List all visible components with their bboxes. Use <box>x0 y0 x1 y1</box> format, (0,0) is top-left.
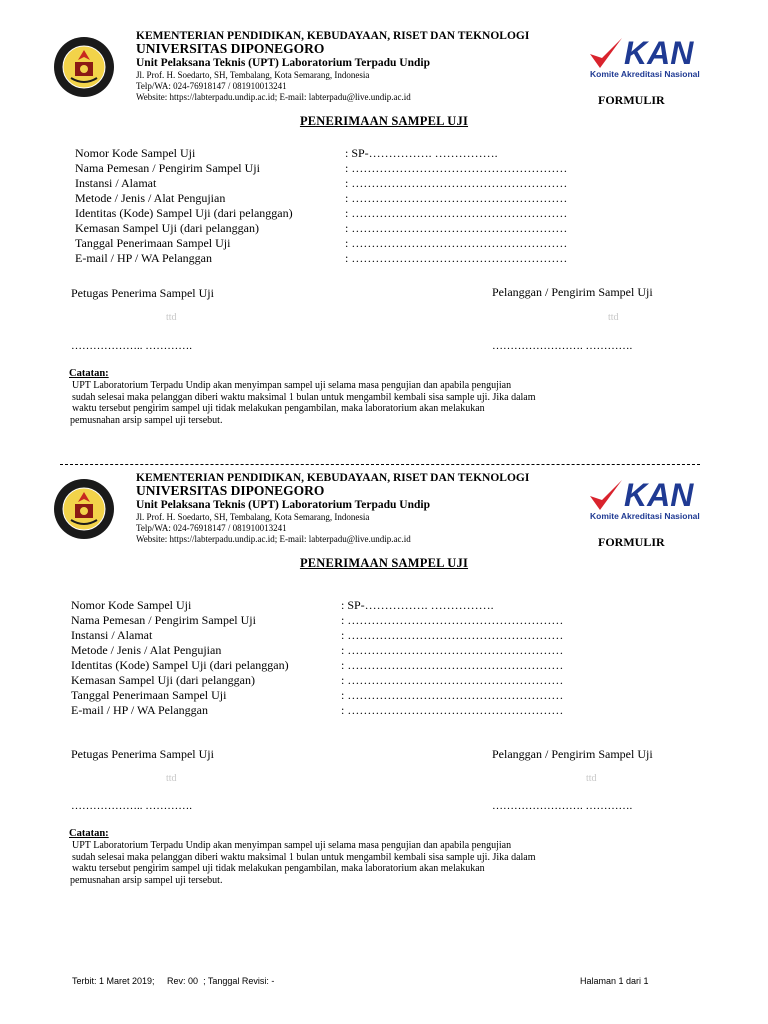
form-title: PENERIMAAN SAMPEL UJI <box>299 556 469 570</box>
field-value[interactable]: : SP-……………. ……………. <box>345 146 498 160</box>
field-label: Kemasan Sampel Uji (dari pelanggan) <box>75 221 259 235</box>
letterhead <box>136 472 529 545</box>
field-value[interactable]: : ……………………………………………… <box>345 221 568 235</box>
field-value[interactable]: : ……………………………………………… <box>341 673 564 687</box>
kan-accreditation-logo <box>588 34 718 80</box>
customer-signature-label: Pelanggan / Pengirim Sampel Uji <box>492 285 653 299</box>
notes-line: sudah selesai maka pelanggan diberi waktu maksimal 1 bulan untuk mengambil kembali sisa sample uji. Jika dalam <box>72 851 536 863</box>
university-name: UNIVERSITAS DIPONEGORO <box>136 41 325 56</box>
staff-signature-label: Petugas Penerima Sampel Uji <box>71 747 214 761</box>
formulir-label: FORMULIR <box>598 535 665 549</box>
notes-title: Catatan: <box>69 368 109 379</box>
letterhead <box>136 30 529 103</box>
notes-line: waktu tersebut pengirim sampel uji tidak melakukan pengambilan, maka laboratorium akan melakukan <box>72 403 485 414</box>
field-label: Nama Pemesan / Pengirim Sampel Uji <box>75 161 260 175</box>
field-label: Instansi / Alamat <box>75 176 157 190</box>
field-value[interactable]: : ……………………………………………… <box>341 643 564 657</box>
field-label: Tanggal Penerimaan Sampel Uji <box>75 236 231 250</box>
field-value[interactable]: : ……………………………………………… <box>341 688 564 702</box>
cut-line-divider <box>60 464 700 465</box>
customer-signature-placeholder[interactable]: ttd <box>608 312 619 323</box>
staff-signature-label: Petugas Penerima Sampel Uji <box>71 286 214 300</box>
kan-subtitle: Komite Akreditasi Nasional <box>590 511 700 521</box>
ministry-name: KEMENTERIAN PENDIDIKAN, KEBUDAYAAN, RISET DAN TEKNOLOGI <box>136 30 530 42</box>
field-value[interactable]: : ……………………………………………… <box>341 658 564 672</box>
staff-name-line[interactable]: ……………….. …………. <box>71 340 192 352</box>
field-value[interactable]: : ……………………………………………… <box>341 703 564 717</box>
customer-signature-placeholder[interactable]: ttd <box>586 773 597 784</box>
staff-signature-placeholder[interactable]: ttd <box>166 312 177 323</box>
notes-title: Catatan: <box>69 828 109 839</box>
phone: Telp/WA: 024-76918147 / 081910013241 <box>136 81 287 91</box>
website-email: Website: https://labterpadu.undip.ac.id; E-mail: labterpadu@live.undip.ac.id <box>136 92 411 102</box>
address: Jl. Prof. H. Soedarto, SH, Tembalang, Kota Semarang, Indonesia <box>136 512 370 522</box>
field-value[interactable]: : ……………………………………………… <box>345 251 568 265</box>
field-label: Metode / Jenis / Alat Pengujian <box>71 643 222 657</box>
customer-name-line[interactable]: ……………………. …………. <box>492 340 633 352</box>
field-value[interactable]: : ……………………………………………… <box>345 176 568 190</box>
website-email: Website: https://labterpadu.undip.ac.id; E-mail: labterpadu@live.undip.ac.id <box>136 534 411 544</box>
notes-line: UPT Laboratorium Terpadu Undip akan menyimpan sampel uji selama masa pengujian dan apabila pengujian <box>72 380 512 391</box>
unit-name: Unit Pelaksana Teknis (UPT) Laboratorium Terpadu Undip <box>136 57 430 69</box>
field-label: Nomor Kode Sampel Uji <box>75 146 196 160</box>
footer-page-number: Halaman 1 dari 1 <box>580 976 649 986</box>
kan-accreditation-logo <box>588 476 718 522</box>
field-value[interactable]: : ……………………………………………… <box>341 613 564 627</box>
notes-line: waktu tersebut pengirim sampel uji tidak melakukan pengambilan, maka laboratorium akan melakukan <box>72 863 485 874</box>
undip-seal-icon <box>53 36 115 98</box>
field-value[interactable]: : ……………………………………………… <box>345 206 568 220</box>
undip-seal-icon <box>53 478 115 540</box>
kan-wordmark: KAN <box>624 477 694 513</box>
address: Jl. Prof. H. Soedarto, SH, Tembalang, Kota Semarang, Indonesia <box>136 70 370 80</box>
field-label: Nama Pemesan / Pengirim Sampel Uji <box>71 613 256 627</box>
unit-name: Unit Pelaksana Teknis (UPT) Laboratorium Terpadu Undip <box>136 499 430 511</box>
notes-line: pemusnahan arsip sampel uji tersebut. <box>70 874 223 886</box>
field-label: Metode / Jenis / Alat Pengujian <box>75 191 226 205</box>
field-value[interactable]: : ……………………………………………… <box>341 628 564 642</box>
notes-section <box>69 828 669 886</box>
field-value[interactable]: : ……………………………………………… <box>345 161 568 175</box>
university-name: UNIVERSITAS DIPONEGORO <box>136 483 325 498</box>
notes-line: sudah selesai maka pelanggan diberi waktu maksimal 1 bulan untuk mengambil kembali sisa sample uji. Jika dalam <box>72 391 536 403</box>
notes-line: UPT Laboratorium Terpadu Undip akan menyimpan sampel uji selama masa pengujian dan apabila pengujian <box>72 840 512 851</box>
field-label: Identitas (Kode) Sampel Uji (dari pelanggan) <box>75 206 293 220</box>
footer-revision-info: Terbit: 1 Maret 2019; Rev: 00 ; Tanggal Revisi: - <box>72 976 275 986</box>
formulir-label: FORMULIR <box>598 93 665 107</box>
phone: Telp/WA: 024-76918147 / 081910013241 <box>136 523 287 533</box>
notes-line: pemusnahan arsip sampel uji tersebut. <box>70 414 223 426</box>
customer-signature-label: Pelanggan / Pengirim Sampel Uji <box>492 747 653 761</box>
field-label: Tanggal Penerimaan Sampel Uji <box>71 688 227 702</box>
field-label: Instansi / Alamat <box>71 628 153 642</box>
kan-subtitle: Komite Akreditasi Nasional <box>590 69 700 79</box>
field-label: E-mail / HP / WA Pelanggan <box>75 251 212 265</box>
staff-name-line[interactable]: ……………….. …………. <box>71 800 192 812</box>
field-label: E-mail / HP / WA Pelanggan <box>71 703 208 717</box>
ministry-name: KEMENTERIAN PENDIDIKAN, KEBUDAYAAN, RISET DAN TEKNOLOGI <box>136 472 530 484</box>
field-label: Identitas (Kode) Sampel Uji (dari pelanggan) <box>71 658 289 672</box>
field-value[interactable]: : ……………………………………………… <box>345 236 568 250</box>
notes-section <box>69 368 669 426</box>
field-label: Kemasan Sampel Uji (dari pelanggan) <box>71 673 255 687</box>
form-title: PENERIMAAN SAMPEL UJI <box>299 114 469 128</box>
field-label: Nomor Kode Sampel Uji <box>71 598 192 612</box>
staff-signature-placeholder[interactable]: ttd <box>166 773 177 784</box>
field-value[interactable]: : SP-……………. ……………. <box>341 598 494 612</box>
kan-wordmark: KAN <box>624 35 694 71</box>
field-value[interactable]: : ……………………………………………… <box>345 191 568 205</box>
customer-name-line[interactable]: ……………………. …………. <box>492 800 633 812</box>
